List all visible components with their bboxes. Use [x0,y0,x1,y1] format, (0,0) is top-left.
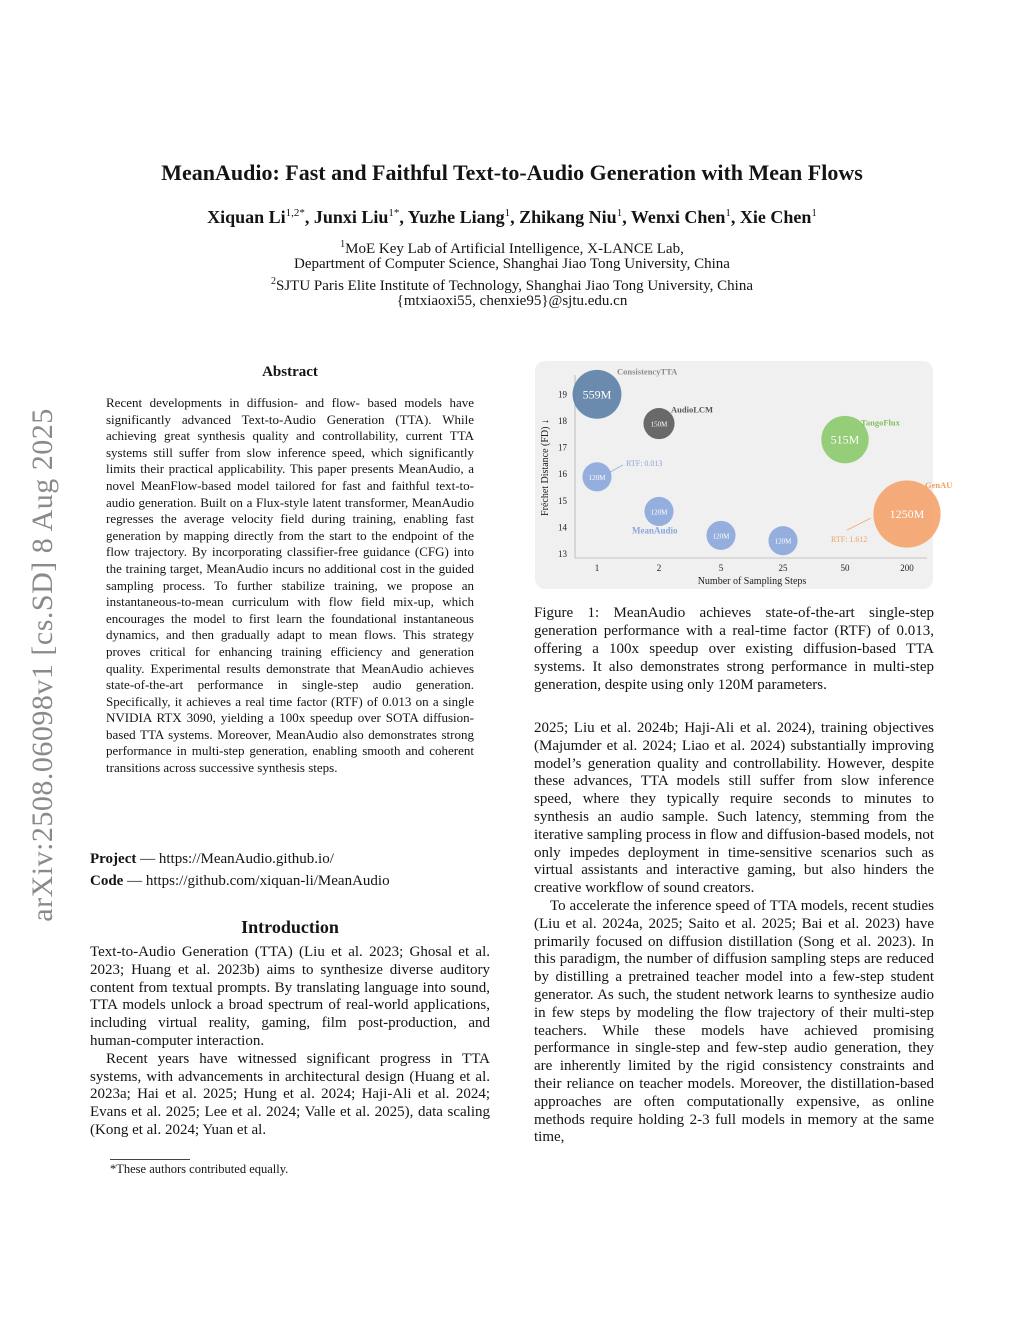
paper-title: MeanAudio: Fast and Faithful Text-to-Audio Generation with Mean Flows [161,160,863,185]
contact-email: {mtxiaoxi55, chenxie95}@sjtu.edu.cn [396,293,628,309]
author-affil-sup: 1 [725,207,731,219]
point-size-label: 120M [650,508,668,517]
point-size-label: 120M [712,532,730,541]
author-affil-sup: 1 [616,207,623,219]
author-name: Junxi Liu [313,207,389,227]
x-tick-label: 2 [656,563,662,573]
footnote: *These authors contributed equally. [110,1162,289,1176]
intro-right-column [534,720,934,1147]
point-size-label: 150M [650,420,668,429]
point-size-label: 120M [774,537,792,546]
author-name: Zhikang Niu [519,207,617,227]
abstract-body: Recent developments in diffusion- and flow- based models have significantly advanced Text-to-Audio Generation (TTA). While achieving great synthesis quality and controllability, current TTA systems still suffer from slow inference speed, which significantly limits their practical applicability. This paper presents MeanAudio, a novel MeanFlow-based model tailored for fast and faithful text-to-audio generation. Built on a Flux-style latent transformer, MeanAudio regresses the average velocity field during training, enabling fast generation by mapping directly from the start to the endpoint of the flow trajectory. By incorporating classifier-free guidance (CFG) into the training target, MeanAudio incurs no additional cost in the guided sampling process. To further stabilize training, we propose an instantaneous-to-mean curriculum with flow field mix-up, which encourages the model to first learn the foundational instantaneous dynamics, and then gradually adapt to mean flows. This strategy proves critical for enhancing training efficiency and generation quality. Experimental results demonstrate that MeanAudio achieves state-of-the-art performance in single-step audio generation. Specifically, it achieves a real time factor (RTF) of 0.013 on a single NVIDIA RTX 3090, yielding a 100x speedup over SOTA diffusion-based TTA systems. Moreover, MeanAudio also demonstrates strong performance in multi-step generation, enabling smooth and coherent transitions across successive synthesis steps. [106,395,474,776]
model-name-label: ConsistencyTTA [617,366,678,377]
y-tick-label: 16 [558,469,567,480]
intro-paragraph-1: Text-to-Audio Generation (TTA) (Liu et al. 2023; Ghosal et al. 2023; Huang et al. 2023b) aims to synthesize diverse auditory content from textual prompts. By translating language into sound, TTA models unlock a broad spectrum of real-world applications, including virtual reality, gaming, film post-production, and human-computer interaction. [90,944,490,1049]
rtf-arrow [847,518,871,530]
author-list: Xiquan $Li^{1,2*}$, Junxi Liu$^{1*}$, Yuzhe Liang$^1$, Zhikang Niu$^1$, Wenxi Chen$^1$, Xie Chen$^1$ [207,207,817,227]
figure-1-chart [535,361,953,589]
abstract-heading: Abstract [262,364,318,380]
footnote-rule [110,1159,190,1160]
affil-text: MoE Key Lab of Artificial Intelligence, X-LANCE Lab, [345,241,684,257]
x-tick-label: 5 [718,563,724,573]
author-name: Wenxi Chen [630,207,726,227]
introduction-heading: Introduction [241,917,339,937]
model-name-label: AudioLCM [671,404,714,415]
x-axis-label: Number of Sampling Steps [697,576,807,587]
rtf-annotation: RTF: 1.612 [831,535,868,545]
x-tick-label: 25 [778,563,788,573]
arxiv-id-text: arXiv:2508.06098v1 [cs.SD] 8 Aug 2025 [26,408,59,922]
author-affil-sup: 1* [388,207,400,219]
x-tick-label: 50 [840,563,850,573]
arxiv-identifier [20,380,66,950]
intro-paragraph-4: To accelerate the inference speed of TTA models, recent studies (Liu et al. 2024a, 2025; Saito et al. 2025; Bai et al. 2023) have primarily focused on diffusion distillation (Song et al. 2023). In this paradigm, the number of diffusion sampling steps are reduced by distilling a pretrained teacher model into a few-step student generator. As such, the student network learns to synthesize audio in few steps by modeling the flow trajectory of their multi-step teachers. While these models have achieved promising performance in single-step and few-step audio generation, they are inherently limited by the rigid consistency constraints and their reliance on teacher models. Moreover, the distillation-based approaches are often computationally expensive, as online methods require holding 2-3 full models in memory at the same time, [534,897,934,1146]
code-link[interactable] [90,870,490,892]
author-affil-sup: 1 [504,207,511,219]
author-name: Yuzhe Liang [407,207,505,227]
y-tick-label: 19 [558,389,567,400]
x-tick-label: 200 [900,563,914,573]
project-url[interactable]: — https://MeanAudio.github.io/ [136,851,334,867]
intro-left-column [90,944,490,1140]
y-tick-label: 15 [558,495,567,506]
fd-vs-steps-chart [535,361,953,589]
affil-sup: 2 [270,276,276,287]
y-tick-label: 17 [558,442,567,453]
point-size-label: 1250M [889,507,925,522]
y-tick-label: 13 [558,549,567,559]
affil-sup: 1 [340,239,346,250]
model-name-label: TangoFlux [861,417,900,428]
model-name-label: GenAU [925,480,953,491]
affil-text: SJTU Paris Elite Institute of Technology, Shanghai Jiao Tong University, China [275,278,754,294]
point-size-label: 559M [582,387,612,402]
author-affil-sup: 1,2* [285,207,305,219]
code-label: Code [90,873,124,889]
affiliation-2: Department of Computer Science, Shanghai Jiao Tong University, China [294,256,730,272]
y-tick-label: 18 [558,415,567,426]
rtf-arrow [609,465,623,473]
project-link[interactable] [90,848,490,870]
y-tick-label: 14 [558,522,567,533]
point-size-label: 515M [830,432,860,447]
code-url[interactable]: — https://github.com/xiquan-li/MeanAudio [123,873,390,889]
rtf-annotation: RTF: 0.013 [626,458,663,468]
intro-paragraph-2: Recent years have witnessed significant progress in TTA systems, with advancements in architectural design (Huang et al. 2023a; Hai et al. 2025; Hung et al. 2024; Haji-Ali et al. 2024; Evans et al. 2025; Lee et al. 2024; Valle et al. 2025), data scaling (Kong et al. 2024; Yuan et al. [90,1050,490,1138]
figure-1-caption: Figure 1: MeanAudio achieves state-of-the-art single-step generation performance with a real-time factor (RTF) of 0.013, offering a 100x speedup over existing diffusion-based TTA systems. It also demonstrates strong performance in multi-step generation, despite using only 120M parameters. [534,605,934,693]
y-axis-label: Fréchet Distance (FD) ↓ [540,419,551,516]
point-size-label: 120M [588,473,606,482]
author-name: Xiquan Li [207,207,286,227]
intro-paragraph-3: 2025; Liu et al. 2024b; Haji-Ali et al. 2024), training objectives (Majumder et al. 2024; Liao et al. 2024) substantially improving model’s generation quality and controllability. However, despite these advances, TTA models still suffer from slow inference speed, where they typically require seconds to minutes to synthesis an audio sample. Such latency, stemming from the iterative sampling process in flow and diffusion-based models, not only impedes deployment in time-sensitive scenarios such as virtual assistants and interactive gaming, but also hinders the creative workflow of sound creators. [534,720,934,897]
x-tick-label: 1 [594,563,600,573]
project-label: Project [90,851,137,867]
meanaudio-label: MeanAudio [632,525,678,536]
author-affil-sup: 1 [811,207,817,219]
author-name: Xie Chen [739,207,812,227]
